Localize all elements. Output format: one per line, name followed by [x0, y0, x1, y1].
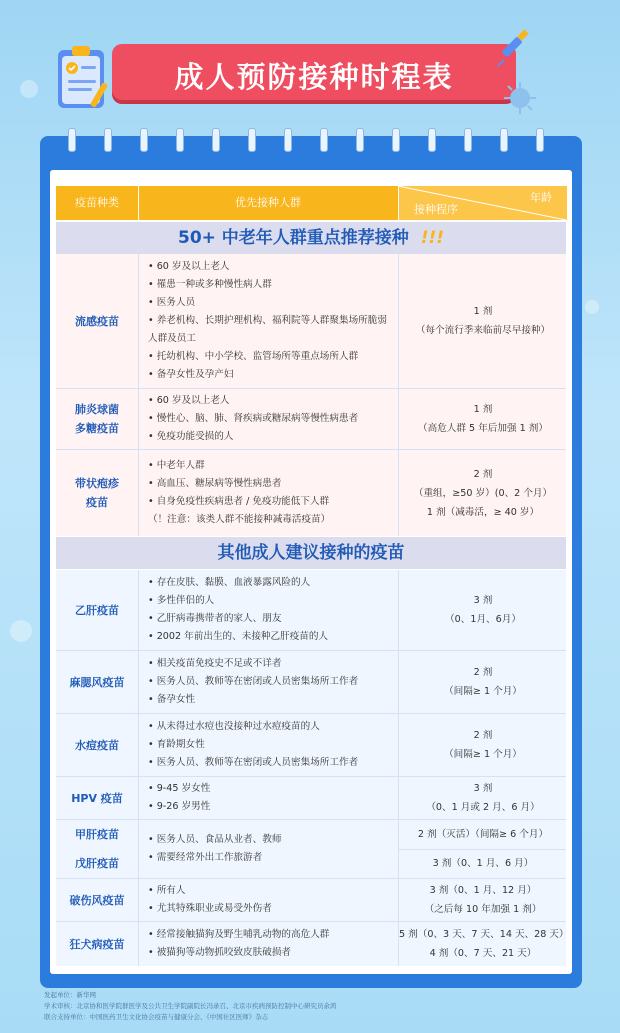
header-vaccine-type: 疫苗种类	[56, 186, 139, 220]
table-row	[56, 450, 566, 536]
footer-line: 学术审核：北京协和医学院群医学及公共卫生学院副院长冯录召、北京市疾病预防控制中心研究员余鸿	[44, 1002, 337, 1010]
priority-groups: • 存在皮肤、黏膜、血液暴露风险的人 • 多性伴侣的人 • 乙肝病毒携带者的家人、朋友 • 2002 年前出生的、未接种乙肝疫苗的人	[148, 577, 329, 642]
footer-credits	[44, 990, 584, 1023]
vaccine-name-hepatitis-e: 戊肝疫苗	[75, 857, 119, 870]
footer-line: 联合支持单位：中国医药卫生文化协会疫苗与健康分会、《中国社区医师》杂志	[44, 1013, 269, 1021]
table-header	[56, 186, 566, 220]
bg-bubble	[20, 80, 38, 98]
syringe-icon	[496, 28, 536, 68]
vaccine-name-hepatitis-a: 甲肝疫苗	[75, 828, 119, 841]
priority-groups: • 所有人 • 尤其特殊职业或易受外伤者	[148, 885, 272, 914]
clipboard-icon	[52, 42, 114, 112]
section-title-other	[56, 537, 566, 569]
header-priority-groups: 优先接种人群	[235, 196, 301, 209]
table-row	[56, 389, 566, 449]
virus-icon	[500, 78, 540, 118]
table-row	[56, 922, 569, 966]
schedule-hepatitis-a: 2 剂（灭活）（间隔≥ 6 个月）	[417, 829, 549, 840]
table-row	[56, 777, 566, 819]
vaccine-name: 狂犬病疫苗	[56, 922, 139, 966]
schedule: 2 剂 （间隔≥ 1 个月）	[398, 714, 567, 776]
priority-groups: • 相关疫苗免疫史不足或不详者 • 医务人员、教师等在密闭或人员密集场所工作者 • 备孕女性	[148, 658, 359, 705]
priority-groups: • 经常接触猫狗及野生哺乳动物的高危人群 • 被猫狗等动物抓咬致皮肤破损者	[148, 929, 330, 958]
schedule: 3 剂 （0、1月、6月）	[398, 570, 567, 650]
schedule: 2 剂 （间隔≥ 1 个月）	[398, 651, 567, 713]
table-row	[56, 254, 566, 388]
binder-rings	[40, 128, 582, 168]
section-title-text: 其他成人建议接种的疫苗	[217, 543, 405, 563]
schedule: 1 剂 （每个流行季来临前尽早接种）	[398, 254, 567, 388]
bg-bubble	[585, 300, 599, 314]
page-title: 成人预防接种时程表	[174, 60, 454, 94]
table-row	[56, 651, 566, 713]
priority-groups: • 60 岁及以上老人 • 慢性心、脑、肺、肾疾病或糖尿病等慢性病患者 • 免疫功能受损的人	[148, 395, 359, 442]
vaccine-name: HPV 疫苗	[56, 777, 139, 819]
table-row	[56, 714, 566, 776]
priority-groups: • 中老年人群 • 高血压、糖尿病等慢性病患者 • 自身免疫性疾病患者 / 免疫功能低下人群 （！注意：该类人群不能接种减毒活疫苗）	[148, 460, 331, 525]
header-age: 年龄	[530, 191, 552, 204]
priority-groups: • 从未得过水痘也没接种过水痘疫苗的人 • 育龄期女性 • 医务人员、教师等在密闭或人员密集场所工作者	[148, 721, 359, 768]
schedule: 5 剂（0、3 天、7 天、14 天、28 天） 4 剂（0、7 天、21 天）	[398, 922, 567, 966]
priority-groups: • 医务人员、食品从业者、教师 • 需要经常外出工作旅游者	[148, 834, 282, 863]
priority-groups: • 60 岁及以上老人 • 罹患一种或多种慢性病人群 • 医务人员 • 养老机构、长期护理机构、福利院等人群聚集场所脆弱 人群及员工 • 托幼机构、中小学校、监管场所等重点场所人群 • 备孕女性及孕产妇	[148, 261, 387, 380]
schedule: 3 剂（0、1 月、12 月） （之后每 10 年加强 1 剂）	[398, 879, 567, 921]
exclamation-mark: !!!	[420, 228, 444, 248]
vaccine-name-hep	[56, 820, 139, 878]
header-schedule: 接种程序	[414, 203, 458, 216]
section-title-50plus	[56, 222, 566, 254]
priority-groups: • 9-45 岁女性 • 9-26 岁男性	[148, 783, 211, 812]
vaccine-name: 带状疱疹 疫苗	[56, 450, 139, 536]
table-row	[56, 879, 566, 921]
vaccine-name: 麻腮风疫苗	[56, 651, 139, 713]
schedule-hepatitis-e: 3 剂（0、1 月、6 月）	[432, 858, 534, 869]
vaccine-name: 水痘疫苗	[56, 714, 139, 776]
title-banner	[112, 44, 516, 100]
schedule: 2 剂 （重组，≥50 岁）(0、2 个月） 1 剂（减毒活，≥ 40 岁）	[398, 450, 567, 536]
section-title-text: 50+ 中老年人群重点推荐接种	[177, 228, 409, 248]
vaccine-name: 流感疫苗	[56, 254, 139, 388]
bg-bubble	[10, 620, 32, 642]
vaccine-name: 肺炎球菌 多糖疫苗	[56, 389, 139, 449]
vaccine-name: 乙肝疫苗	[56, 570, 139, 650]
schedule: 3 剂 （0、1 月或 2 月、6 月）	[398, 777, 567, 819]
footer-line: 发起单位：新华网	[44, 991, 96, 999]
vaccine-name: 破伤风疫苗	[56, 879, 139, 921]
table-row	[56, 570, 566, 650]
schedule: 1 剂 （高危人群 5 年后加强 1 剂）	[398, 389, 567, 449]
